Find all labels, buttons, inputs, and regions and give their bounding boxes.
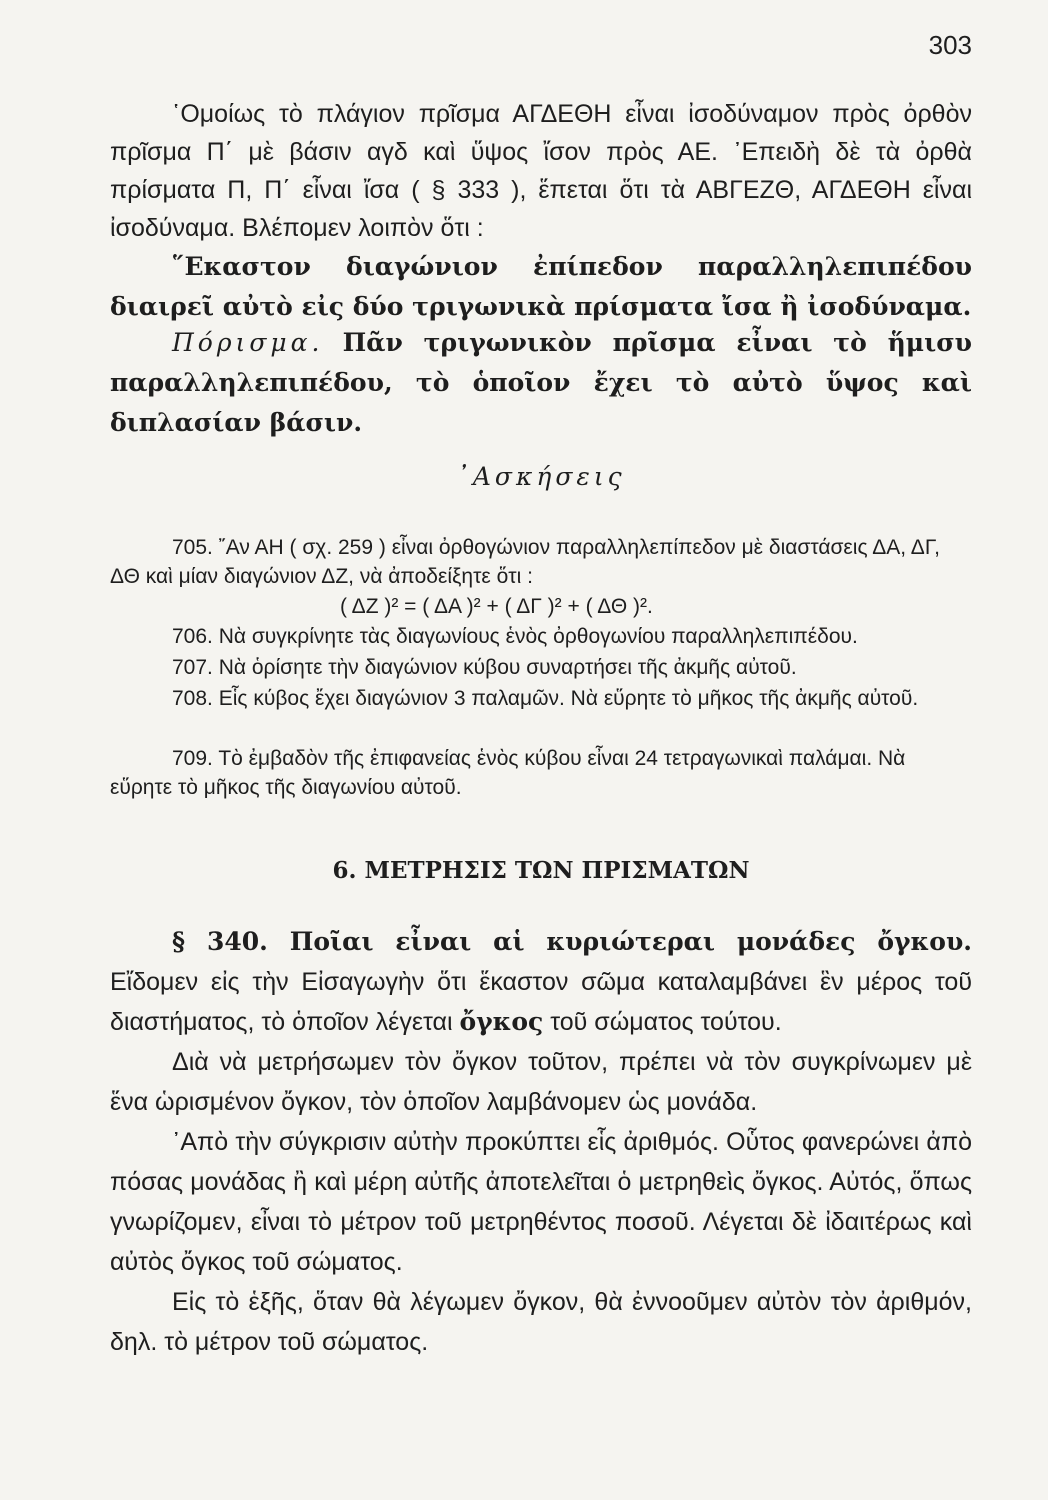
exercises-heading-text: ᾿Ασκήσεις [456,462,626,491]
paragraph-340 [110,922,972,1042]
exercises-heading [110,458,972,496]
exercise-707 [110,653,972,682]
corollary-label: Πόρισμα. [172,328,324,357]
exercise-705 [110,533,972,591]
paragraph-340-heading: § 340. Ποῖαι εἶναι αἱ κυριώτεραι μονάδες ὄγκου. [172,927,972,956]
exercise-708 [110,684,972,713]
paragraph-340-text-b: τοῦ σώματος τούτου. [550,1008,782,1036]
paragraph-measure: Διὰ νὰ μετρήσωμεν τὸν ὄγκον τοῦτον, πρέπει νὰ τὸν συγκρίνωμεν μὲ ἕνα ὡρισμένον ὄγκον, τὸν ὁποῖον λαμβάνομεν ὡς μονάδα. [110,1048,972,1116]
paragraph-definition: Εἰς τὸ ἑξῆς, ὅταν θὰ λέγωμεν ὄγκον, θὰ ἐννοοῦμεν αὐτὸν τὸν ἀριθμόν, δηλ. τὸ μέτρον τοῦ σώματος. [110,1288,972,1356]
exercise-708-text: 708. Εἷς κύβος ἔχει διαγώνιον 3 παλαμῶν. Νὰ εὕρητε τὸ μῆκος τῆς ἀκμῆς αὐτοῦ. [172,687,919,710]
exercise-705-formula: ( ΔΖ )² = ( ΔΑ )² + ( ΔΓ )² + ( ΔΘ )². [340,595,653,618]
corollary-text: Πᾶν τριγωνικὸν πρῖσμα εἶναι τὸ ἥμισυ παραλληλεπιπέδου, τὸ ὁποῖον ἔχει τὸ αὐτὸ ὕψος καὶ διπλασίαν βάσιν. [110,328,972,437]
exercise-705-text: 705. ῎Αν ΑΗ ( σχ. 259 ) εἶναι ὀρθογώνιον παραλληλεπίπεδον μὲ διαστάσεις ΔΑ, ΔΓ, ΔΘ καὶ μίαν διαγώνιον ΔΖ, νὰ ἀποδείξητε ὅτι : [110,536,940,588]
intro-paragraph-text: ῾Ομοίως τὸ πλάγιον πρῖσμα ΑΓΔΕΘΗ εἶναι ἰσοδύναμον πρὸς ὀρθὸν πρῖσμα Π΄ μὲ βάσιν αγδ καὶ ὕψος ἴσον πρὸς ΑΕ. ᾿Επειδὴ δὲ τὰ ὀρθὰ πρίσματα Π, Π΄ εἶναι ἴσα ( § 333 ), ἕπεται ὅτι τὰ ΑΒΓΕΖΘ, ΑΓΔΕΘΗ εἶναι ἰσοδύναμα. Βλέπομεν λοιπὸν ὅτι : [110,100,972,242]
intro-paragraph [110,95,972,247]
exercise-709 [110,744,972,802]
paragraph-comparison: ᾿Απὸ τὴν σύγκρισιν αὐτὴν προκύπτει εἷς ἀριθμός. Οὗτος φανερώνει ἀπὸ πόσας μονάδας ἢ καὶ μέρη αὐτῆς ἀποτελεῖται ὁ μετρηθεὶς ὄγκος. Αὐτός, ὅπως γνωρίζομεν, εἶναι τὸ μέτρον τοῦ μετρηθέντος ποσοῦ. Λέγεται δὲ ἰδαιτέρως καὶ αὐτὸς ὄγκος τοῦ σώματος. [110,1128,972,1276]
section-title: 6. ΜΕΤΡΗΣΙΣ ΤΩΝ ΠΡΙΣΜΑΤΩΝ [332,857,750,884]
page-number: 303 [928,30,972,60]
exercise-709-text: 709. Τὸ ἐμβαδὸν τῆς ἐπιφανείας ἑνὸς κύβου εἶναι 24 τετραγωνικαὶ παλάμαι. Νὰ εὕρητε τὸ μῆκος τῆς διαγωνίου αὐτοῦ. [110,747,906,799]
theorem-text: ῞Εκαστον διαγώνιον ἐπίπεδον παραλληλεπιπέδου διαιρεῖ αὐτὸ εἰς δύο τριγωνικὰ πρίσματα ἴσα ἢ ἰσοδύναμα. [110,252,972,321]
paragraph-340-text-a: Εἴδομεν εἰς τὴν Εἰσαγωγὴν ὅτι ἕκαστον σῶμα καταλαμβάνει ἓν μέρος τοῦ διαστήματος, τὸ ὁποῖον λέγεται [110,968,972,1036]
corollary [110,323,972,443]
section-body [110,922,972,1362]
paragraph-340-bold-term: ὄγκος [459,1007,544,1036]
exercise-707-text: 707. Νὰ ὁρίσητε τὴν διαγώνιον κύβου συναρτήσει τῆς ἀκμῆς αὐτοῦ. [172,656,797,679]
exercise-706-text: 706. Νὰ συγκρίνητε τὰς διαγωνίους ἑνὸς ὀρθογωνίου παραλληλεπιπέδου. [172,625,858,648]
exercise-706 [110,622,972,651]
theorem-statement [110,247,972,327]
